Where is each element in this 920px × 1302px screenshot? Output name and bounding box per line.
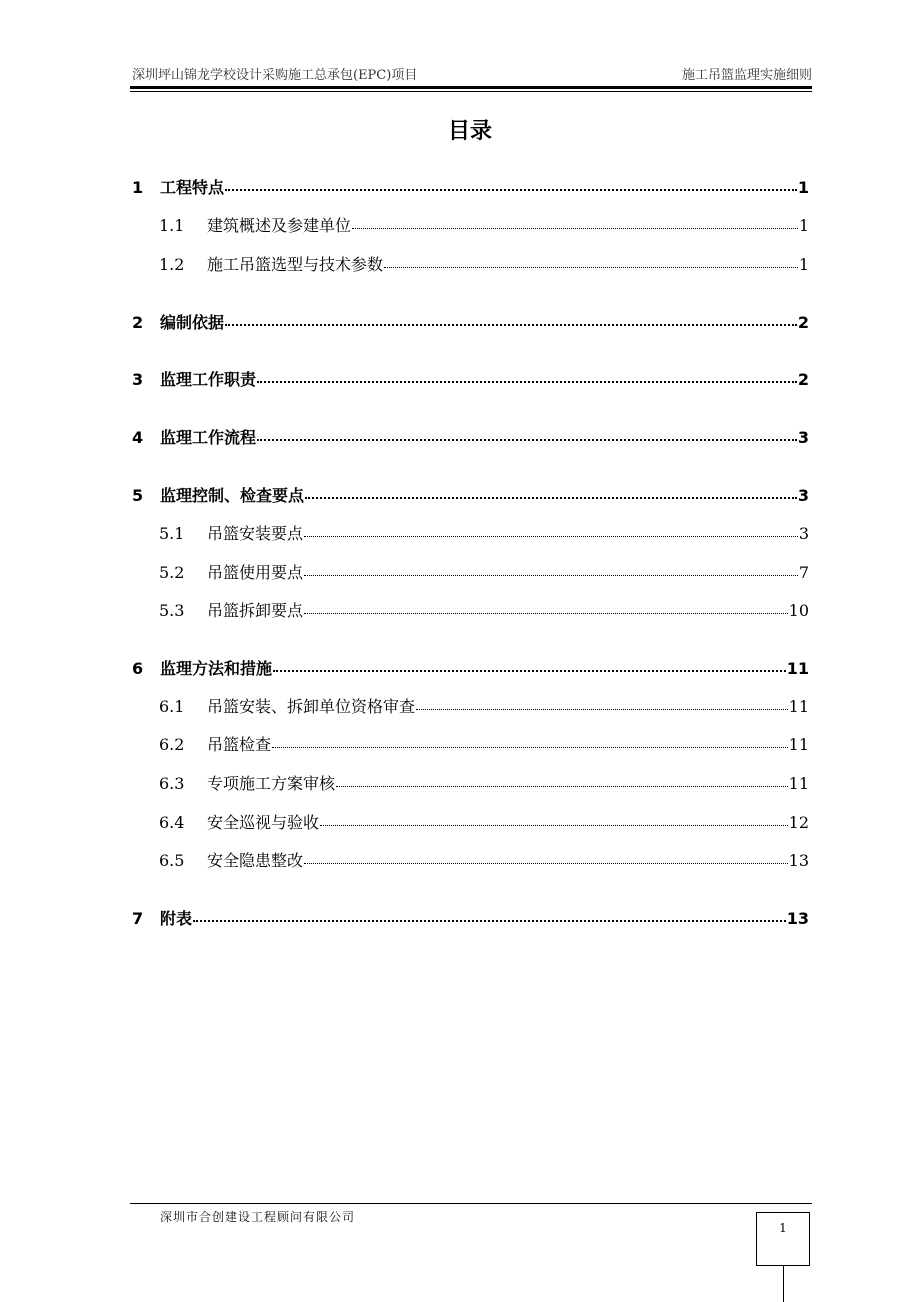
toc-entry-page: 11 (788, 697, 809, 716)
dot-leader (416, 705, 788, 710)
dot-leader (320, 821, 788, 826)
dot-leader (304, 859, 788, 864)
toc-entry-number: 6.5 (159, 851, 185, 870)
dot-leader (352, 224, 798, 229)
footer-rule (130, 1203, 812, 1204)
page-header (130, 64, 812, 86)
toc-entry-number: 7 (132, 909, 144, 928)
toc-entry-number: 1 (132, 178, 144, 197)
toc-entry-1-1[interactable] (159, 214, 809, 238)
dot-leader (273, 666, 786, 672)
toc-entry-label: 监理控制、检查要点 (160, 486, 305, 505)
toc-entry-label: 安全巡视与验收 (207, 813, 320, 832)
toc-entry-2[interactable] (132, 311, 809, 335)
toc-entry-label: 施工吊篮选型与技术参数 (207, 255, 384, 274)
toc-entry-6-1[interactable] (159, 695, 809, 719)
toc-entry-page: 1 (798, 255, 809, 274)
toc-entry-label: 附表 (160, 909, 193, 928)
header-project-name: 深圳坪山锦龙学校设计采购施工总承包(EPC)项目 (132, 68, 418, 83)
toc-entry-label: 安全隐患整改 (207, 851, 304, 870)
toc-entry-number: 6.2 (159, 735, 185, 754)
toc-entry-number: 1.2 (159, 255, 185, 274)
toc-entry-page: 2 (797, 313, 809, 332)
toc-entry-number: 5.3 (159, 601, 185, 620)
dot-leader (272, 743, 788, 748)
toc-entry-label: 工程特点 (160, 178, 225, 197)
toc-entry-page: 3 (797, 428, 809, 447)
toc-entry-label: 监理方法和措施 (160, 659, 273, 678)
toc-entry-page: 1 (797, 178, 809, 197)
toc-entry-label: 吊篮安装、拆卸单位资格审查 (207, 697, 416, 716)
toc-entry-page: 1 (798, 216, 809, 235)
toc-entry-6-3[interactable] (159, 772, 809, 796)
dot-leader (305, 493, 797, 499)
header-rule-thin (130, 91, 812, 92)
toc-entry-page: 13 (786, 909, 809, 928)
toc-entry-6-4[interactable] (159, 811, 809, 835)
toc-entry-6-5[interactable] (159, 849, 809, 873)
dot-leader (384, 263, 798, 268)
toc-entry-number: 6.3 (159, 774, 185, 793)
toc-entry-label: 吊篮安装要点 (207, 524, 304, 543)
toc-entry-1-2[interactable] (159, 253, 809, 277)
toc-entry-4[interactable] (132, 426, 809, 450)
page-number-box-tail (783, 1266, 784, 1302)
toc-entry-page: 3 (797, 486, 809, 505)
toc-entry-3[interactable] (132, 368, 809, 392)
toc-entry-6-2[interactable] (159, 733, 809, 757)
toc-entry-5-3[interactable] (159, 599, 809, 623)
toc-entry-number: 5.1 (159, 524, 185, 543)
toc-entry-6[interactable] (132, 657, 809, 681)
toc-entry-number: 6.4 (159, 813, 185, 832)
page-number: 1 (779, 1221, 787, 1235)
toc-entry-page: 11 (786, 659, 809, 678)
toc-entry-page: 11 (788, 774, 809, 793)
dot-leader (257, 435, 797, 441)
toc-entry-number: 5 (132, 486, 144, 505)
dot-leader (225, 320, 797, 326)
toc-entry-number: 4 (132, 428, 144, 447)
toc-entry-number: 6 (132, 659, 144, 678)
toc-title: 目录 (447, 119, 492, 144)
toc-entry-label: 编制依据 (160, 313, 225, 332)
toc-entry-page: 10 (788, 601, 809, 620)
dot-leader (304, 571, 798, 576)
toc-entry-label: 吊篮检查 (207, 735, 272, 754)
toc-entry-label: 吊篮使用要点 (207, 563, 304, 582)
toc-entry-1[interactable] (132, 176, 809, 200)
toc-entry-number: 5.2 (159, 563, 185, 582)
dot-leader (193, 916, 786, 922)
dot-leader (257, 377, 797, 383)
toc-entry-7[interactable] (132, 907, 809, 931)
toc-entry-label: 吊篮拆卸要点 (207, 601, 304, 620)
dot-leader (225, 185, 797, 191)
toc-entry-number: 3 (132, 370, 144, 389)
toc-entry-page: 11 (788, 735, 809, 754)
toc-entry-label: 建筑概述及参建单位 (207, 216, 352, 235)
toc-entry-page: 2 (797, 370, 809, 389)
footer-company-name: 深圳市合创建设工程顾问有限公司 (160, 1210, 356, 1224)
toc-entry-number: 6.1 (159, 697, 185, 716)
toc-entry-page: 12 (788, 813, 809, 832)
toc-entry-label: 监理工作流程 (160, 428, 257, 447)
toc-entry-5-1[interactable] (159, 522, 809, 546)
toc-entry-label: 专项施工方案审核 (207, 774, 336, 793)
toc-entry-5[interactable] (132, 484, 809, 508)
header-rule-thick (130, 86, 812, 89)
toc-entry-number: 1.1 (159, 216, 185, 235)
toc-entry-label: 监理工作职责 (160, 370, 257, 389)
dot-leader (304, 532, 798, 537)
toc-entry-number: 2 (132, 313, 144, 332)
toc-entry-page: 13 (788, 851, 809, 870)
toc-entry-page: 3 (798, 524, 809, 543)
header-document-title: 施工吊篮监理实施细则 (681, 68, 812, 83)
toc-entry-5-2[interactable] (159, 561, 809, 585)
page-number-box (756, 1212, 810, 1266)
dot-leader (304, 609, 788, 614)
dot-leader (336, 782, 788, 787)
toc-entry-page: 7 (798, 563, 809, 582)
